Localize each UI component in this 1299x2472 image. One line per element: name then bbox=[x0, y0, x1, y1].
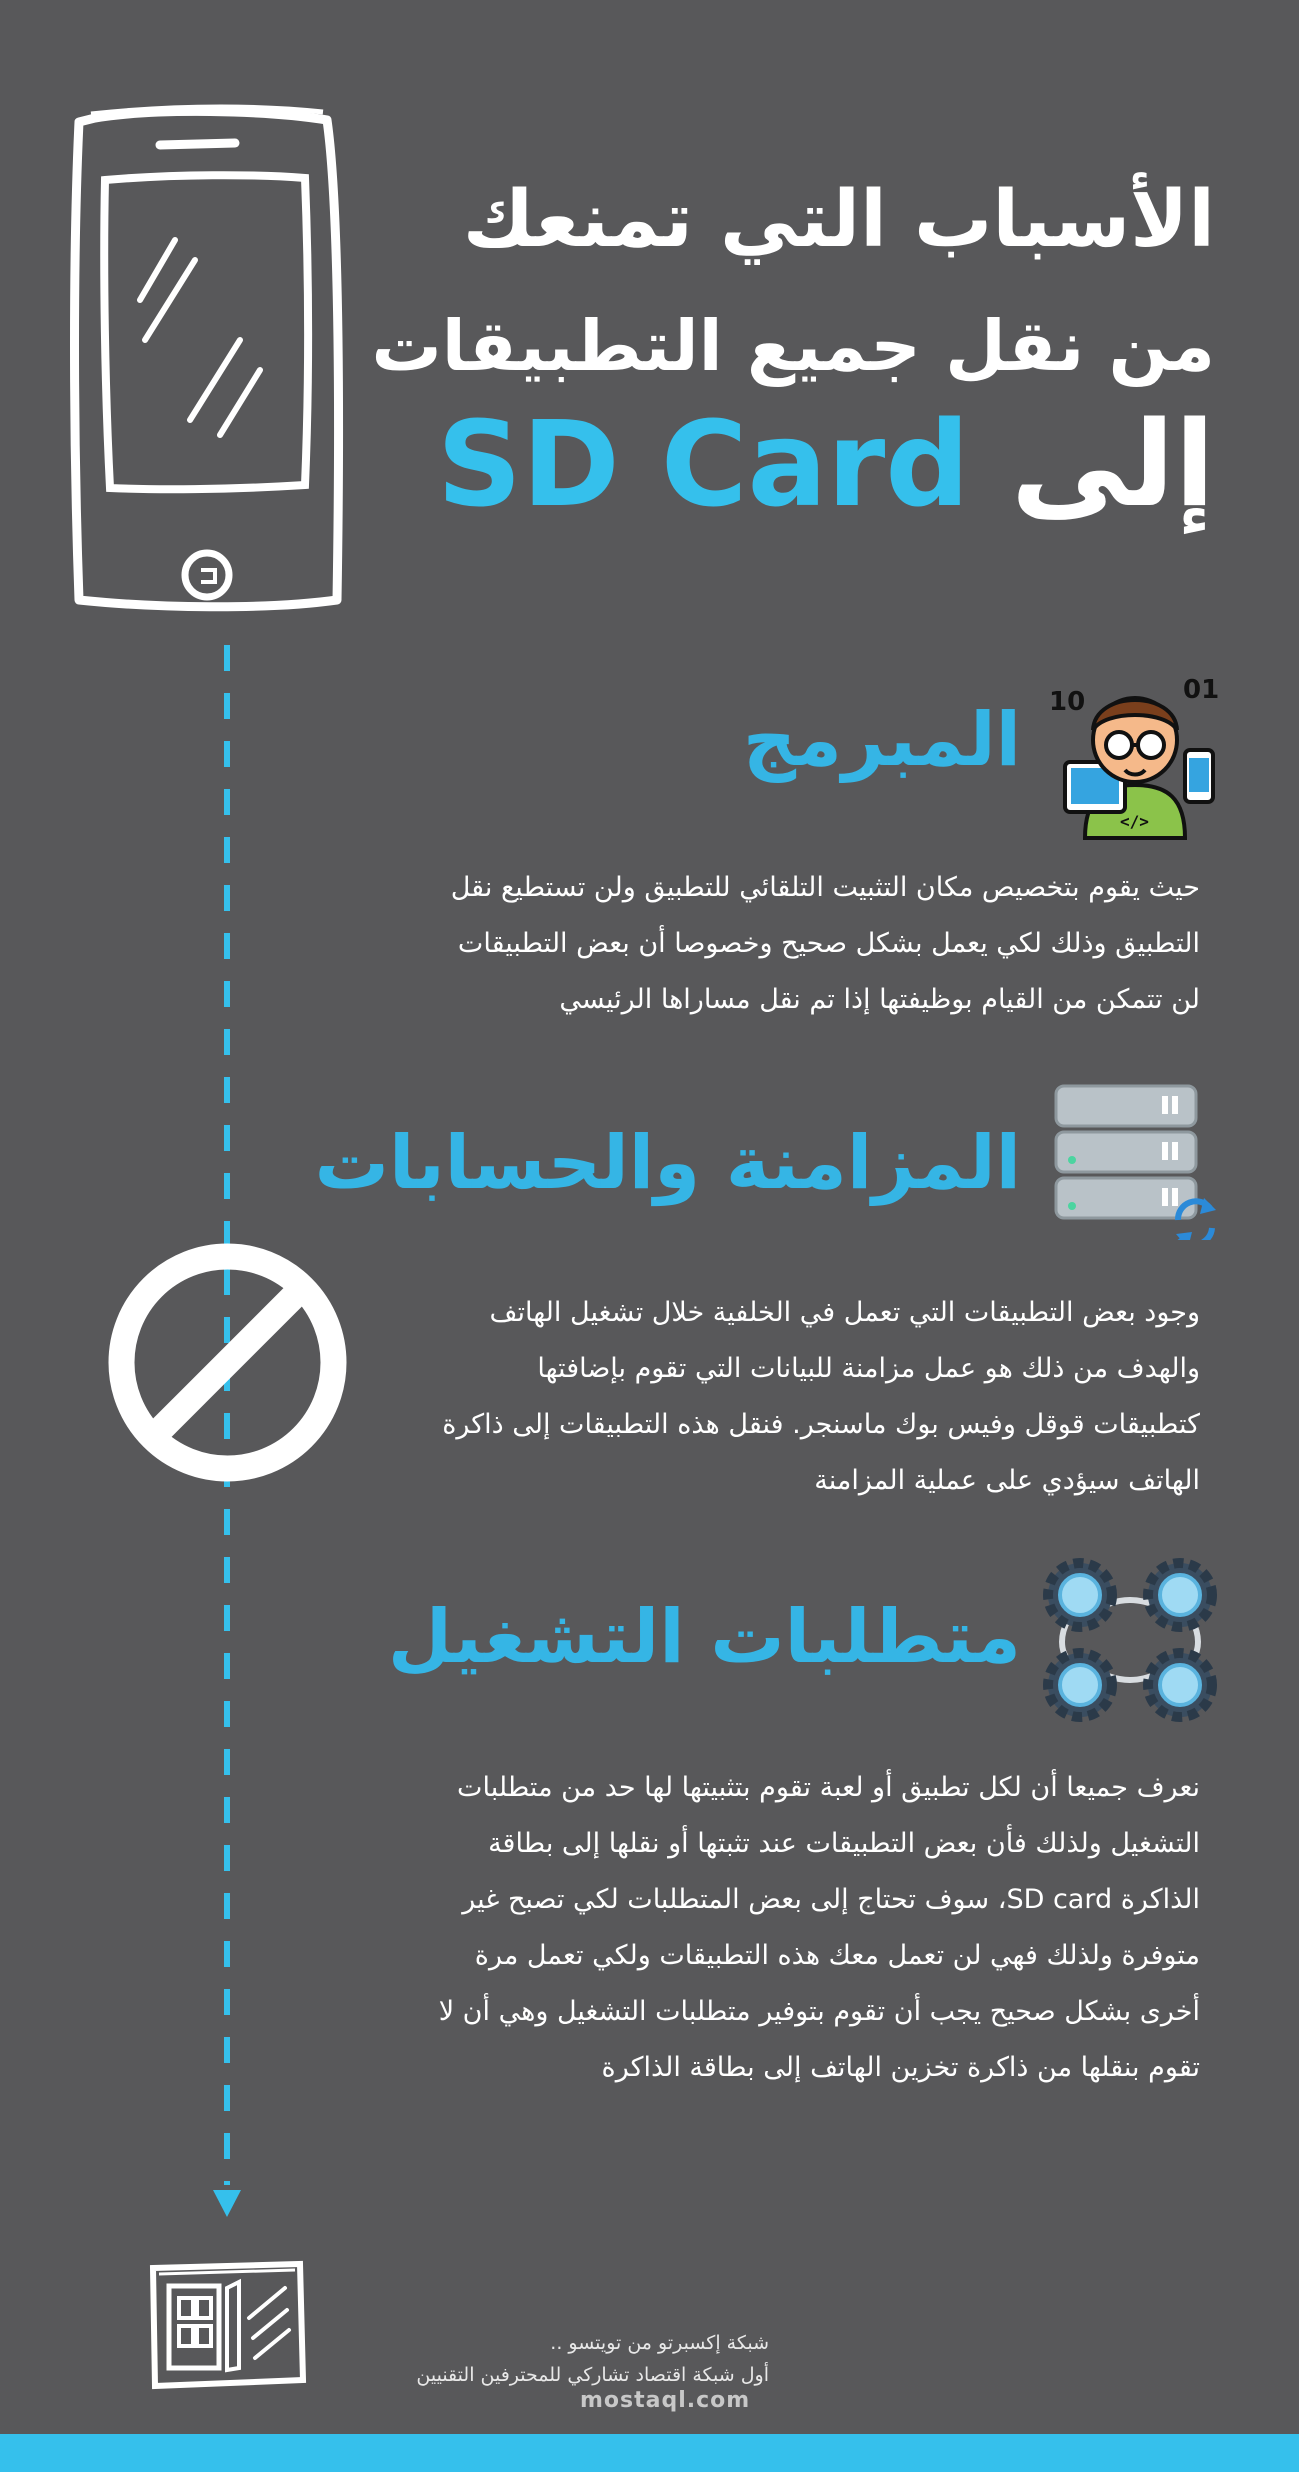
footer-line-1: شبكة إكسبرتو من تويتسو .. bbox=[550, 2332, 769, 2354]
body-line: الذاكرة SD card، سوف تحتاج إلى بعض المتطلبات لكي تصبح غير bbox=[462, 1884, 1200, 1915]
body-line: تقوم بنقلها من ذاكرة تخزين الهاتف إلى بطاقة الذاكرة bbox=[601, 2052, 1200, 2083]
body-line: الهاتف سيؤدي على عملية المزامنة bbox=[814, 1465, 1200, 1496]
body-line: حيث يقوم بتخصيص مكان التثبيت التلقائي للتطبيق ولن تستطيع نقل bbox=[450, 872, 1200, 903]
body-line: والهدف من ذلك هو عمل مزامنة للبيانات التي تقوم بإضافتها bbox=[537, 1353, 1200, 1384]
title-line-2: من نقل جميع التطبيقات bbox=[371, 305, 1215, 387]
programmer-digits-right: 01 bbox=[1183, 675, 1220, 705]
programmer-icon bbox=[1045, 670, 1225, 845]
body-line: التشغيل ولذلك فأن بعض التطبيقات عند تثبتها أو نقلها إلى بطاقة bbox=[488, 1828, 1200, 1859]
section-heading-requirements: متطلبات التشغيل bbox=[387, 1594, 1021, 1680]
programmer-digits-left: 10 bbox=[1049, 687, 1086, 717]
gears-icon bbox=[1040, 1555, 1220, 1725]
section-heading-programmer: المبرمج bbox=[742, 697, 1021, 783]
body-line: كتطبيقات قوقل وفيس بوك ماسنجر. فنقل هذه التطبيقات إلى ذاكرة bbox=[442, 1409, 1200, 1440]
body-line: نعرف جميعا أن لكل تطبيق أو لعبة تقوم بتثبيتها لها حد من متطلبات bbox=[457, 1772, 1200, 1803]
phone-sketch-icon bbox=[65, 100, 355, 630]
section-body-requirements bbox=[385, 1760, 1200, 2096]
body-line: لن تتمكن من القيام بوظيفتها إذا تم نقل مساراها الرئيسي bbox=[559, 984, 1200, 1015]
body-line: أخرى بشكل صحيح يجب أن تقوم بتوفير متطلبات التشغيل وهي أن لا bbox=[438, 1996, 1200, 2027]
section-body-sync bbox=[385, 1285, 1200, 1509]
footer-line-2: أول شبكة اقتصاد تشاركي للمحترفين التقنيين bbox=[416, 2364, 769, 2386]
body-line: وجود بعض التطبيقات التي تعمل في الخلفية خلال تشغيل الهاتف bbox=[489, 1297, 1200, 1328]
title-accent: SD Card bbox=[436, 395, 970, 533]
watermark: mostaql.com bbox=[580, 2388, 751, 2413]
server-sync-icon bbox=[1050, 1080, 1220, 1240]
body-line: متوفرة ولذلك فهي لن تعمل معك هذه التطبيقات ولكي تعمل مرة bbox=[474, 1940, 1200, 1971]
prohibited-icon bbox=[105, 1240, 350, 1485]
svg-text:</>: </> bbox=[1120, 812, 1149, 831]
sd-card-icon bbox=[145, 2258, 310, 2393]
title-prefix: إلى bbox=[1010, 395, 1215, 533]
section-body-programmer bbox=[385, 860, 1200, 1028]
bottom-bar bbox=[0, 2434, 1299, 2472]
body-line: التطبيق وذلك لكي يعمل بشكل صحيح وخصوصا أن بعض التطبيقات bbox=[457, 928, 1200, 959]
title-line-3 bbox=[436, 395, 1215, 533]
section-heading-sync: المزامنة والحسابات bbox=[314, 1120, 1021, 1206]
title-line-1: الأسباب التي تمنعك bbox=[462, 175, 1215, 265]
